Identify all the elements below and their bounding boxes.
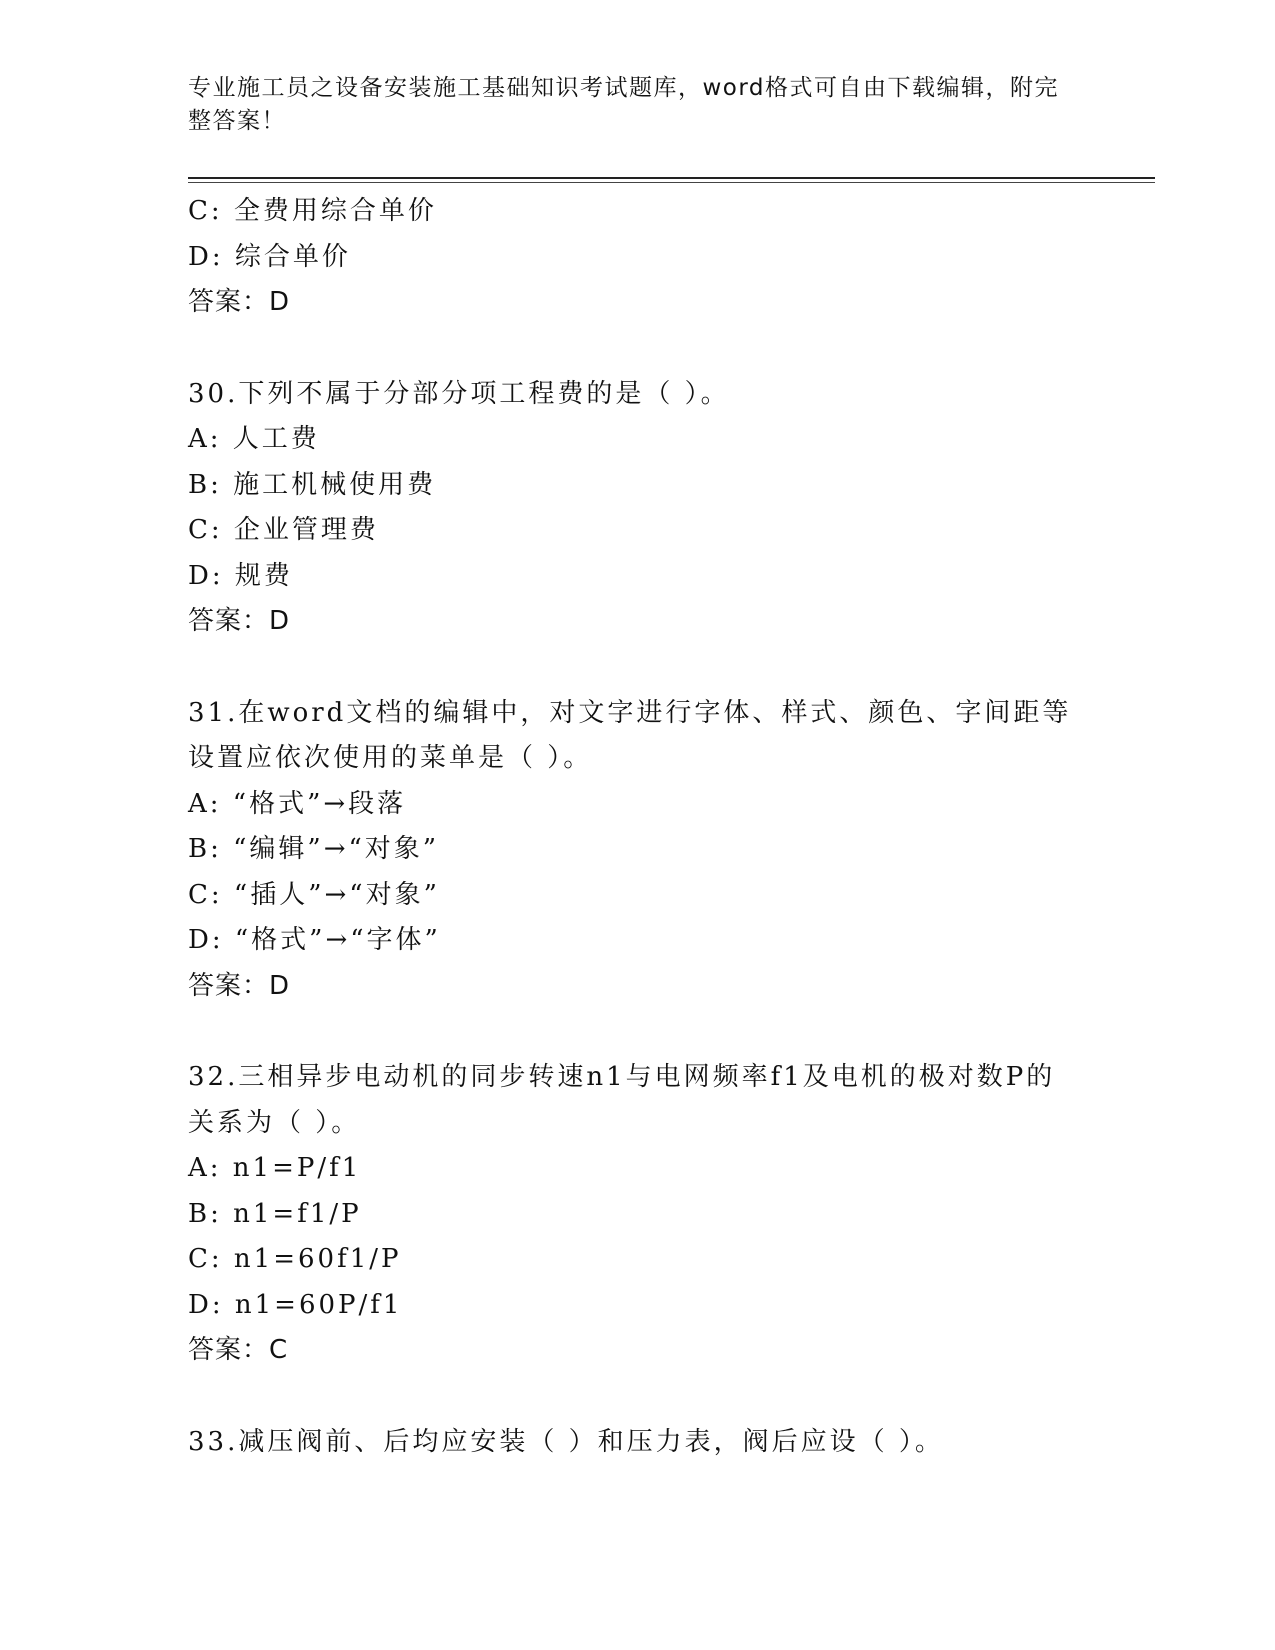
question-text: 30.下列不属于分部分项工程费的是（ ）。 [188, 378, 730, 409]
header-rule-thick [188, 177, 1155, 179]
question-text: 33.减压阀前、后均应安装（ ）和压力表，阀后应设（ ）。 [188, 1426, 944, 1457]
option-a: A: “格式”→段落 [188, 788, 407, 819]
option-c: C: 企业管理费 [188, 515, 379, 545]
option-b: B: “编辑”→“对象” [188, 834, 440, 864]
option-b: B: 施工机械使用费 [188, 469, 437, 500]
page-header: 专业施工员之设备安装施工基础知识考试题库，word格式可自由下载编辑，附完整答案！ [188, 75, 1060, 134]
question-block-29 [188, 189, 1088, 326]
option-d: D: n1=60P/f1 [188, 1289, 403, 1320]
question-list [188, 189, 1088, 1465]
block-spacer [188, 1374, 1088, 1420]
block-spacer [188, 645, 1088, 691]
question-block-30 [188, 372, 1088, 645]
option-c: C: “插人”→“对象” [188, 879, 440, 910]
option-c: C: n1=60f1/P [188, 1244, 402, 1274]
answer: 答案：D [188, 606, 291, 636]
answer: 答案：D [188, 287, 291, 317]
option-d: D: 规费 [188, 560, 293, 591]
option-d: D: 综合单价 [188, 241, 351, 272]
option-b: B: n1=f1/P [188, 1198, 362, 1229]
header-rule-thin [188, 182, 1155, 183]
option-d: D: “格式”→“字体” [188, 925, 441, 955]
block-spacer [188, 1009, 1088, 1055]
option-a: A: n1=P/f1 [188, 1153, 362, 1183]
question-block-31 [188, 691, 1088, 1010]
block-spacer [188, 326, 1088, 372]
option-c: C: 全费用综合单价 [188, 196, 437, 226]
question-block-33 [188, 1420, 1088, 1466]
option-a: A: 人工费 [188, 424, 320, 454]
question-text: 32.三相异步电动机的同步转速n1与电网频率f1及电机的极对数P的关系为（ ）。 [188, 1062, 1056, 1138]
answer: 答案：D [188, 970, 291, 1001]
answer: 答案：C [188, 1335, 289, 1365]
question-block-32 [188, 1055, 1088, 1374]
question-text: 31.在word文档的编辑中，对文字进行字体、样式、颜色、字间距等设置应依次使用的菜单是（ ）。 [188, 697, 1072, 773]
